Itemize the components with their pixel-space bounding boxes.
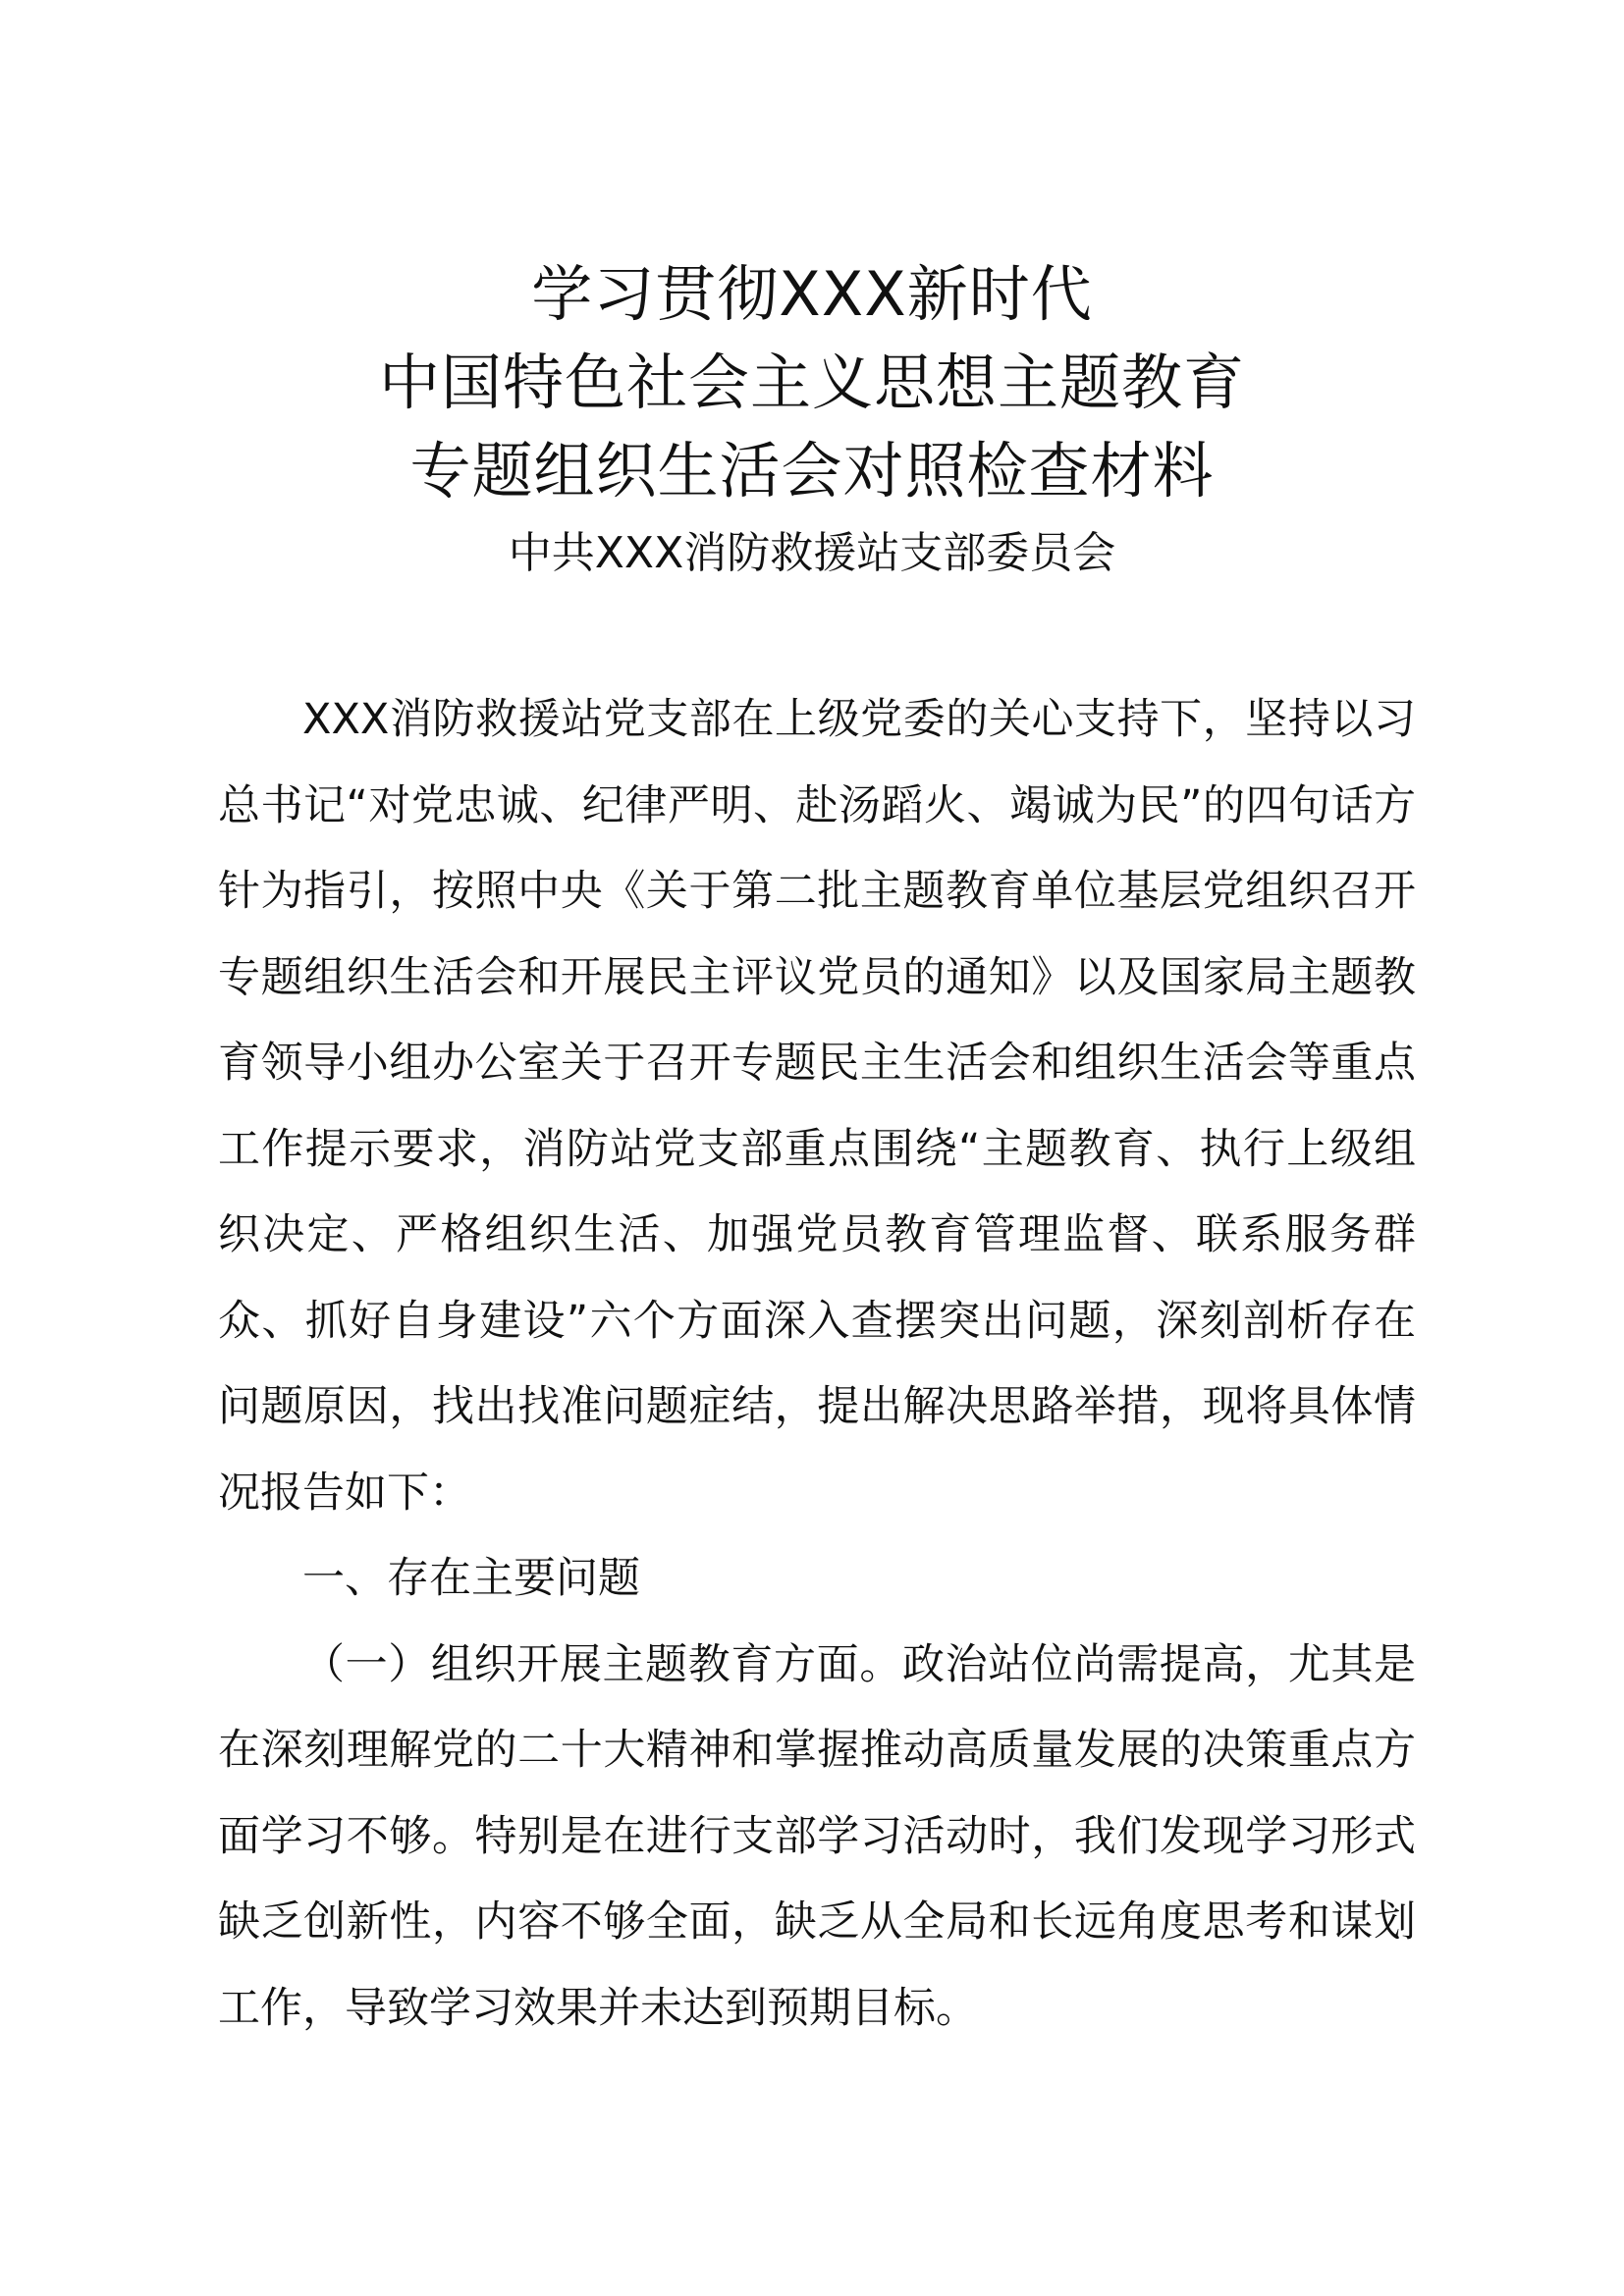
intro-paragraph: XXX消防救援站党支部在上级党委的关心支持下，坚持以习总书记“对党忠诚、纪律严明、赴汤蹈火、竭诚为民”的四句话方针为指引，按照中央《关于第二批主题教育单位基层党组织召开专题组织生活会和开展民主评议党员的通知》以及国家局主题教育领导小组办公室关于召开专题民主生活会和组织生活会等重点工作提示要求，消防站党支部重点围绕“主题教育、执行上级组织决定、严格组织生活、加强党员教育管理监督、联系服务群众、抓好自身建设”六个方面深入查摆突出问题，深刻剖析存在问题原因，找出找准问题症结，提出解决思路举措，现将具体情况报告如下： [218,695,1416,1518]
document-body [218,677,1416,2052]
organization-name: 中共XXX消防救援站支部委员会 [508,528,1116,578]
section-item-paragraph: （一）组织开展主题教育方面。政治站位尚需提高，尤其是在深刻理解党的二十大精神和掌握推动高质量发展的决策重点方面学习不够。特别是在进行支部学习活动时，我们发现学习形式缺乏创新性，内容不够全面，缺乏从全局和长远角度思考和谋划工作，导致学习效果并未达到预期目标。 [218,1639,1416,2033]
title-line-3: 专题组织生活会对照检查材料 [409,435,1215,507]
title-line-1: 学习贯彻XXX新时代 [531,258,1093,330]
title-line-2: 中国特色社会主义思想主题教育 [378,347,1245,418]
section-heading: 一、存在主要问题 [302,1554,640,1603]
document-header [0,250,1624,588]
